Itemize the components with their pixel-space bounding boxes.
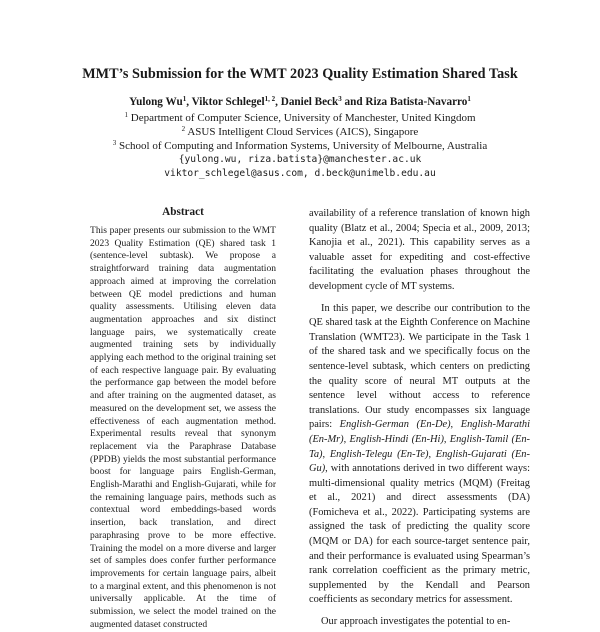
author-affiliation-mark: 3 [338, 95, 342, 103]
language-pair: English-Marathi (En-Mr) [309, 419, 530, 445]
affiliation-3: $^3$ School of Computing and Information Systems, University of Melbourne, Australia [112, 139, 488, 152]
abstract-body: This paper presents our submission to the WMT 2023 Quality Estimation (QE) shared task 1 (sentence-level subtask). We propose a straightforward training data augmentation approach aimed at improving the correlation between QE model predictions and human quality assessments. Utilising eleven data augmentation approaches and six distinct language pairs, we systematically create augmented training sets by individually applying each method to the original training set of each respective language pair. By evaluating the performance gap between the model before and after training on the augmented dataset, as measured on the development set, we assess the effectiveness of each augmentation method. Experimental results reveal that synonym replacement via the Paraphrase Database (PPDB) yields the most substantial performance boost for language pairs English-German, English-Marathi and English-Gujarati, while for the remaining language pairs, methods such as contextual word embeddings-based words insertion, back translation, and direct paraphrasing prove to be more effective. Training the model on a more diverse and larger set of samples does confer further performance improvements for certain language pairs, albeit to a marginal extent, and this phenomenon is not universally applicable. At the time of submission, we select the model trained on the augmented dataset constructed [90, 225, 276, 630]
language-pair: English-Gujarati (En-Gu) [309, 448, 530, 475]
affiliation-2: $^2$ ASUS Intelligent Cloud Services (AICS), Singapore [181, 125, 419, 138]
email-line-1: {yulong.wu, riza.batista}@manchester.ac.uk [178, 154, 422, 165]
language-pair: English-Telegu (En-Te) [329, 448, 429, 460]
intro-paragraph-1: availability of a reference translation of known high quality (Blatz et al., 2004; Specia et al., 2009, 2013; Kanojia et al., 2021). This capability serves as a valuable asset for expediting and cost-effective facilitating the evaluation phases throughout the development cycle of MT systems. [309, 208, 530, 292]
email-line-2: viktor_schlegel@asus.com, d.beck@unimelb.edu.au [164, 168, 436, 179]
language-pair: English-German (En-De) [339, 419, 451, 431]
intro-paragraph-3: Our approach investigates the potential to en- [321, 616, 511, 628]
paper-title: MMT’s Submission for the WMT 2023 Quality Estimation Shared Task [82, 66, 518, 82]
author-name: Daniel Beck [280, 96, 339, 108]
affiliation-1: $^1$ Department of Computer Science, University of Manchester, United Kingdom [124, 111, 476, 124]
intro-column [309, 207, 530, 630]
author-affiliation-mark: 1 [182, 95, 187, 103]
author-name: Viktor Schlegel [191, 96, 265, 108]
author-affiliation-mark: 1 [467, 95, 471, 103]
abstract-heading: Abstract [162, 206, 204, 218]
intro-paragraph-2: In this paper, we describe our contribution to the QE shared task at the Eighth Conference on Machine Translation (WMT23). We participate in the Task 1 of the shared task and we specifically focus on the sentence-level subtask, which centers on predicting the quality score of neural MT outputs at the sentence level without access to reference translations. Our study encompasses six language pairs: English-German (En-De), English-Marathi (En-Mr), English-Hindi (En-Hi), English-Tamil (En-Ta), English-Telegu (En-Te), English-Gujarati (En-Gu), with annotations derived in two different ways: multi-dimensional quality metrics (MQM) (Freitag et al., 2021) and direct assessments (DA) (Fomicheva et al., 2022). Participating systems are assigned the task of predicting the quality score (MQM or DA) for each source-target sentence pair, and their performance is evaluated using Spearman’s rank correlation coefficient as the primary metric, supplemented by the Kendall and Pearson coefficients as secondary metrics for assessment. [309, 302, 531, 606]
author-list: Yulong Wu$^1$, Viktor Schlegel$^{1, 2}$, Daniel Beck$^3$ and Riza Batista-Navarro$^1$ [129, 95, 471, 108]
language-pair: English-Tamil (En-Ta) [309, 433, 530, 460]
author-affiliation-mark: 1, 2 [264, 95, 276, 103]
author-name: Yulong Wu [129, 96, 183, 108]
language-pair: English-Hindi (En-Hi) [349, 433, 444, 445]
author-name: Riza Batista-Navarro [365, 96, 468, 108]
